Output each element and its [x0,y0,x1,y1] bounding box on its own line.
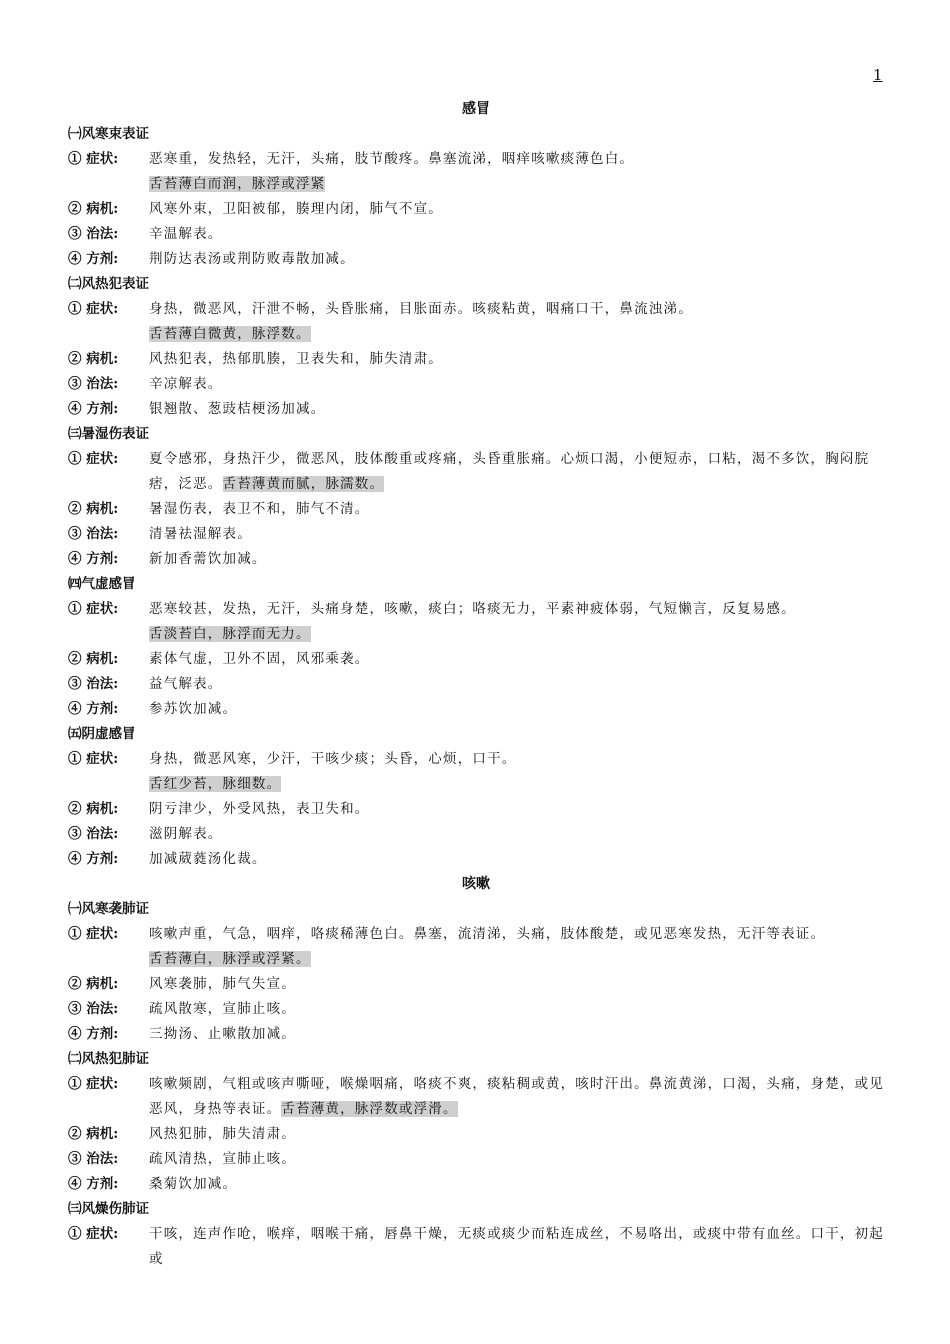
highlight-line [149,322,884,347]
field-row [68,797,884,822]
field-row [68,747,884,797]
field-label: ① 症状: [68,1076,119,1092]
field-label: ① 症状: [68,301,119,317]
field-text: 疏风清热，宣肺止咳。 [149,1151,296,1167]
field-label: ③ 治法: [68,376,119,392]
field-value [149,1122,884,1147]
field-value [149,1072,884,1122]
pattern-title: ㈡风热犯表证 [68,276,149,292]
field-row [68,497,884,522]
field-label: ① 症状: [68,451,119,467]
highlight-line [149,622,884,647]
field-text: 素体气虚，卫外不固，风邪乘袭。 [149,651,370,667]
pattern-title: ㈢暑湿伤表证 [68,426,149,442]
field-text: 益气解表。 [149,676,223,692]
field-row [68,1172,884,1197]
field-value [149,672,884,697]
field-label: ④ 方剂: [68,701,119,717]
field-value [149,922,884,972]
field-value [149,747,884,797]
field-row [68,822,884,847]
field-label: ③ 治法: [68,826,119,842]
field-value [149,522,884,547]
field-row [68,522,884,547]
field-row [68,297,884,347]
field-text: 辛凉解表。 [149,376,223,392]
field-row [68,1122,884,1147]
field-value [149,697,884,722]
field-text: 风寒袭肺，肺气失宣。 [149,976,296,992]
field-row [68,597,884,647]
field-label: ② 病机: [68,501,119,517]
field-label: ④ 方剂: [68,551,119,567]
field-label: ④ 方剂: [68,401,119,417]
field-text: 桑菊饮加减。 [149,1176,238,1192]
field-text: 阴亏津少，外受风热，表卫失和。 [149,801,370,817]
field-row [68,697,884,722]
field-label: ③ 治法: [68,226,119,242]
field-row [68,922,884,972]
field-value [149,847,884,872]
field-row [68,847,884,872]
field-text: 滋阴解表。 [149,826,223,842]
field-text: 咳嗽频剧，气粗或咳声嘶哑，喉燥咽痛，咯痰不爽，痰粘稠或黄，咳时汗出。鼻流黄涕，口渴，头痛，身楚，或见恶风，身热等表证。 [149,1076,884,1117]
field-value [149,972,884,997]
field-text: 干咳，连声作呛，喉痒，咽喉干痛，唇鼻干燥，无痰或痰少而粘连成丝，不易咯出，或痰中带有血丝。口干，初起或 [149,1226,884,1267]
field-text: 风寒外束，卫阳被郁，腠理内闭，肺气不宣。 [149,201,443,217]
field-label: ④ 方剂: [68,851,119,867]
field-value [149,372,884,397]
tongue-pulse-highlight: 舌苔薄黄，脉浮数或浮滑。 [281,1101,458,1117]
tongue-pulse-highlight: 舌苔薄白微黄，脉浮数。 [149,326,311,342]
pattern-title: ㈣气虚感冒 [68,576,136,592]
field-value [149,997,884,1022]
highlight-line [149,172,884,197]
field-row [68,397,884,422]
field-label: ② 病机: [68,351,119,367]
tongue-pulse-highlight: 舌苔薄白而润，脉浮或浮紧 [149,176,326,192]
field-text: 身热，微恶风寒，少汗，干咳少痰；头昏，心烦，口干。 [149,751,517,767]
pattern-title: ㈡风热犯肺证 [68,1051,149,1067]
field-value [149,447,884,497]
field-text: 三拗汤、止嗽散加减。 [149,1026,296,1042]
section-title: 咳嗽 [462,876,490,892]
field-text: 咳嗽声重，气急，咽痒，咯痰稀薄色白。鼻塞，流清涕，头痛，肢体酸楚，或见恶寒发热，无汗等表证。 [149,926,826,942]
field-label: ② 病机: [68,976,119,992]
pattern-title: ㈤阴虚感冒 [68,726,136,742]
field-value [149,197,884,222]
field-text: 辛温解表。 [149,226,223,242]
tongue-pulse-highlight: 舌淡苔白，脉浮而无力。 [149,626,311,642]
field-label: ② 病机: [68,201,119,217]
tongue-pulse-highlight: 舌苔薄白，脉浮或浮紧。 [149,951,311,967]
field-value [149,797,884,822]
pattern-title: ㈢风燥伤肺证 [68,1201,149,1217]
field-text: 恶寒重，发热轻，无汗，头痛，肢节酸疼。鼻塞流涕，咽痒咳嗽痰薄色白。 [149,151,635,167]
field-value [149,647,884,672]
field-text: 疏风散寒，宣肺止咳。 [149,1001,296,1017]
field-label: ③ 治法: [68,1001,119,1017]
field-text: 夏令感邪，身热汗少，微恶风，肢体酸重或疼痛，头昏重胀痛。心烦口渴，小便短赤，口粘，渴不多饮，胸闷脘痞，泛恶。 [149,451,870,492]
field-value [149,297,884,347]
field-label: ③ 治法: [68,526,119,542]
field-row [68,247,884,272]
field-value [149,1222,884,1272]
field-row [68,1072,884,1122]
field-row [68,347,884,372]
tongue-pulse-highlight: 舌红少苔，脉细数。 [149,776,282,792]
field-text: 清暑祛湿解表。 [149,526,252,542]
field-label: ③ 治法: [68,676,119,692]
field-row [68,997,884,1022]
field-value [149,247,884,272]
pattern-title: ㈠风寒束表证 [68,126,149,142]
field-text: 新加香薷饮加减。 [149,551,267,567]
highlight-line [149,772,884,797]
field-label: ② 病机: [68,651,119,667]
field-row [68,372,884,397]
field-row [68,222,884,247]
field-text: 恶寒较甚，发热，无汗，头痛身楚，咳嗽，痰白；咯痰无力，平素神疲体弱，气短懒言，反复易感。 [149,601,796,617]
field-value [149,147,884,197]
field-row [68,1147,884,1172]
field-label: ④ 方剂: [68,251,119,267]
field-row [68,647,884,672]
field-value [149,1147,884,1172]
field-label: ③ 治法: [68,1151,119,1167]
field-label: ④ 方剂: [68,1026,119,1042]
field-label: ① 症状: [68,751,119,767]
document-body [68,97,884,1272]
field-value [149,597,884,647]
field-row [68,147,884,197]
field-value [149,497,884,522]
field-value [149,822,884,847]
field-label: ② 病机: [68,801,119,817]
field-text: 暑湿伤表，表卫不和，肺气不清。 [149,501,370,517]
field-value [149,397,884,422]
field-value [149,1172,884,1197]
field-value [149,222,884,247]
field-text: 加减葳蕤汤化裁。 [149,851,267,867]
field-label: ① 症状: [68,601,119,617]
field-row [68,1222,884,1272]
field-text: 风热犯表，热郁肌腠，卫表失和，肺失清肃。 [149,351,443,367]
field-label: ② 病机: [68,1126,119,1142]
field-text: 参苏饮加减。 [149,701,238,717]
field-value [149,1022,884,1047]
pattern-title: ㈠风寒袭肺证 [68,901,149,917]
field-row [68,672,884,697]
field-value [149,547,884,572]
field-label: ④ 方剂: [68,1176,119,1192]
field-row [68,197,884,222]
field-label: ① 症状: [68,926,119,942]
field-value [149,347,884,372]
field-text: 银翘散、葱豉桔梗汤加减。 [149,401,326,417]
field-text: 荆防达表汤或荆防败毒散加减。 [149,251,355,267]
page-number: 1 [873,66,883,84]
field-label: ① 症状: [68,151,119,167]
tongue-pulse-highlight: 舌苔薄黄而腻，脉濡数。 [222,476,385,492]
field-label: ① 症状: [68,1226,119,1242]
field-row [68,972,884,997]
field-text: 风热犯肺，肺失清肃。 [149,1126,296,1142]
highlight-line [149,947,884,972]
field-text: 身热，微恶风，汗泄不畅，头昏胀痛，目胀面赤。咳痰粘黄，咽痛口干，鼻流浊涕。 [149,301,693,317]
field-row [68,447,884,497]
field-row [68,1022,884,1047]
field-row [68,547,884,572]
section-title: 感冒 [462,101,490,117]
